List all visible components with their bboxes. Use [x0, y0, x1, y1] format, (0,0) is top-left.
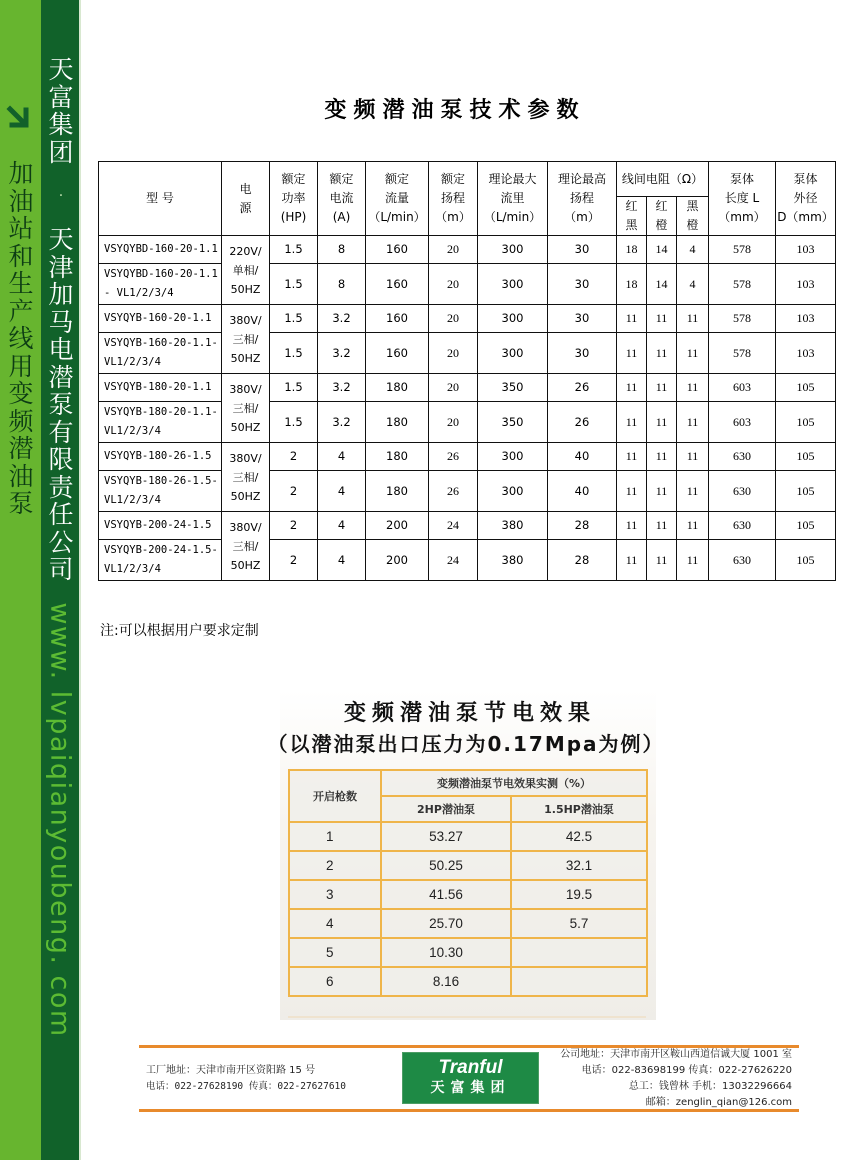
- cell-model: [99, 540, 222, 581]
- power-source-line: 50HZ: [230, 351, 261, 365]
- cell-res-red-black: 18: [617, 236, 647, 264]
- power-source-line: 单相/: [232, 263, 259, 277]
- company-email[interactable]: 邮箱：zenglin_qian@126.com: [645, 1097, 792, 1108]
- cell-power-source: [222, 305, 270, 374]
- header-red-black: [617, 197, 647, 236]
- cell-rated-power: 2: [270, 443, 318, 471]
- spec-title: 变频潜油泵技术参数: [324, 98, 586, 123]
- company-address: 公司地址：天津市南开区鞍山西道信诚大厦 1001 室: [560, 1049, 792, 1060]
- cell-rated-head: 20: [429, 305, 478, 333]
- cell-max-flow: 300: [478, 264, 548, 305]
- cell-model: [99, 236, 222, 264]
- power-source-line: 三相/: [232, 470, 259, 484]
- cell-res-black-orange: 4: [677, 236, 709, 264]
- spec-table: [98, 161, 836, 581]
- header-line: 额定: [384, 172, 409, 186]
- cell-res-black-orange: 11: [677, 402, 709, 443]
- header-line: 泵体: [729, 172, 754, 186]
- cell-power-source: [222, 443, 270, 512]
- power-source-line: 50HZ: [230, 489, 261, 503]
- cell-1-5hp: 5.7: [511, 909, 647, 938]
- cell-res-red-orange: 11: [647, 512, 677, 540]
- header-power-source: [222, 162, 270, 236]
- cell-rated-power: 1.5: [270, 264, 318, 305]
- cell-res-red-black: 11: [617, 305, 647, 333]
- header-model: 型 号: [99, 162, 222, 236]
- cell-length: 603: [709, 402, 776, 443]
- cell-diameter: 105: [776, 471, 836, 512]
- cell-rated-current: 3.2: [318, 374, 366, 402]
- cell-length: 630: [709, 471, 776, 512]
- header-line: 扬程: [440, 191, 465, 205]
- cell-res-red-black: 11: [617, 471, 647, 512]
- cell-model: [99, 512, 222, 540]
- cell-guns: 2: [289, 851, 381, 880]
- company-group-char: 富: [48, 82, 74, 112]
- chief-engineer: 总工：钱曾林 手机：13032296664: [628, 1081, 792, 1092]
- cell-max-head: 30: [548, 305, 617, 333]
- cell-max-head: 28: [548, 540, 617, 581]
- header-rated-power: [270, 162, 318, 236]
- cell-rated-power: 1.5: [270, 333, 318, 374]
- cell-1-5hp: [511, 967, 647, 996]
- cell-rated-head: 24: [429, 540, 478, 581]
- cell-length: 630: [709, 443, 776, 471]
- cell-rated-current: 4: [318, 512, 366, 540]
- cell-res-red-orange: 14: [647, 264, 677, 305]
- cell-max-flow: 350: [478, 374, 548, 402]
- cell-rated-head: 20: [429, 236, 478, 264]
- header-line: 长度 L: [724, 191, 760, 205]
- cell-rated-power: 2: [270, 540, 318, 581]
- company-name-char: 任: [48, 500, 74, 529]
- header-black-orange: [677, 197, 709, 236]
- cell-2hp: 10.30: [381, 938, 511, 967]
- cell-rated-head: 26: [429, 471, 478, 512]
- model-line: VSYQYB-160-20-1.1: [104, 312, 212, 324]
- header-line: 额定: [329, 172, 354, 186]
- cell-rated-current: 4: [318, 443, 366, 471]
- footer-company-info: [520, 1047, 792, 1111]
- savings-row: [289, 938, 647, 967]
- cell-res-red-orange: 11: [647, 402, 677, 443]
- cell-res-black-orange: 11: [677, 305, 709, 333]
- cell-rated-current: 3.2: [318, 333, 366, 374]
- model-line: VSYQYB-160-20-1.1-: [104, 337, 218, 349]
- cell-res-black-orange: 4: [677, 264, 709, 305]
- header-line: 泵体: [793, 172, 818, 186]
- header-line: 扬程: [569, 191, 594, 205]
- cell-power-source: [222, 512, 270, 581]
- logo-chinese: 天富集团: [430, 1080, 511, 1096]
- sidebar-company-name: [47, 56, 75, 584]
- company-name-char: 天: [48, 225, 74, 254]
- cell-diameter: 105: [776, 540, 836, 581]
- cell-model: [99, 333, 222, 374]
- cell-max-head: 26: [548, 402, 617, 443]
- cell-res-red-black: 18: [617, 264, 647, 305]
- cell-res-black-orange: 11: [677, 374, 709, 402]
- footer-factory-info: [146, 1063, 346, 1095]
- cell-rated-flow: 160: [366, 333, 429, 374]
- cell-power-source: [222, 374, 270, 443]
- savings-table: [288, 769, 648, 997]
- company-group-char: 天: [48, 55, 74, 84]
- slogan-char: 变: [8, 379, 34, 408]
- slogan-char: 线: [8, 324, 34, 353]
- cell-model: [99, 402, 222, 443]
- power-source-line: 三相/: [232, 332, 259, 346]
- cell-diameter: 105: [776, 374, 836, 402]
- header-line: 功率: [281, 191, 306, 205]
- model-line: - VL1/2/3/4: [104, 287, 174, 299]
- header-max-head: [548, 162, 617, 236]
- spec-row: [99, 443, 836, 471]
- cell-rated-head: 20: [429, 264, 478, 305]
- company-logo: [402, 1052, 539, 1104]
- spec-note: 注:可以根据用户要求定制: [100, 623, 259, 639]
- slogan-char: 潜: [8, 434, 34, 463]
- cell-rated-head: 20: [429, 374, 478, 402]
- cell-rated-head: 20: [429, 402, 478, 443]
- company-name-char: 电: [48, 335, 74, 364]
- cell-res-red-black: 11: [617, 443, 647, 471]
- cell-model: [99, 471, 222, 512]
- slogan-char: 生: [8, 269, 34, 298]
- cell-rated-current: 3.2: [318, 402, 366, 443]
- spec-row: [99, 305, 836, 333]
- company-name-char: 加: [48, 280, 74, 309]
- cell-diameter: 105: [776, 512, 836, 540]
- website-text: www. lvpaiqianyoubeng. com: [44, 602, 76, 1038]
- cell-rated-head: 20: [429, 333, 478, 374]
- power-source-line: 380V/: [229, 382, 262, 396]
- slogan-char: 用: [8, 351, 34, 381]
- model-line: VSYQYB-180-20-1.1: [104, 381, 212, 393]
- header-line: 黑: [686, 199, 699, 213]
- cell-guns: 3: [289, 880, 381, 909]
- sidebar-website: [42, 602, 78, 1038]
- cell-rated-head: 26: [429, 443, 478, 471]
- cell-guns: 4: [289, 909, 381, 938]
- spec-row: [99, 264, 836, 305]
- header-line: （mm）: [718, 210, 766, 224]
- cell-2hp: 41.56: [381, 880, 511, 909]
- cell-guns: 1: [289, 822, 381, 851]
- cell-power-source: [222, 236, 270, 305]
- cell-max-head: 30: [548, 333, 617, 374]
- slogan-char: 泵: [8, 489, 34, 518]
- cell-max-head: 30: [548, 236, 617, 264]
- cell-rated-current: 4: [318, 540, 366, 581]
- power-source-line: 380V/: [229, 520, 262, 534]
- separator-dot: ·: [58, 188, 64, 204]
- header-savings-group: 变频潜油泵节电效果实测（%）: [381, 770, 647, 796]
- power-source-line: 50HZ: [230, 420, 261, 434]
- power-source-line: 50HZ: [230, 282, 261, 296]
- header-rated-current: [318, 162, 366, 236]
- spec-row: [99, 471, 836, 512]
- header-line: 流量: [384, 191, 409, 205]
- cell-diameter: 103: [776, 236, 836, 264]
- cell-res-red-orange: 11: [647, 305, 677, 333]
- sidebar-edge: [79, 0, 81, 1160]
- cell-diameter: 103: [776, 333, 836, 374]
- cell-res-black-orange: 11: [677, 471, 709, 512]
- header-line: (HP): [280, 210, 307, 224]
- savings-row: [289, 909, 647, 938]
- slogan-char: 加: [8, 159, 34, 188]
- cell-1-5hp: [511, 938, 647, 967]
- cell-length: 578: [709, 264, 776, 305]
- cell-res-black-orange: 11: [677, 443, 709, 471]
- cell-model: [99, 374, 222, 402]
- cell-rated-current: 8: [318, 236, 366, 264]
- cell-max-flow: 380: [478, 512, 548, 540]
- cell-max-flow: 300: [478, 305, 548, 333]
- cell-max-flow: 300: [478, 236, 548, 264]
- slogan-char: 站: [8, 214, 34, 243]
- cell-max-head: 40: [548, 471, 617, 512]
- cell-res-red-orange: 11: [647, 333, 677, 374]
- model-line: VSYQYB-180-26-1.5: [104, 450, 212, 462]
- header-line: 额定: [281, 172, 306, 186]
- power-source-line: 380V/: [229, 313, 262, 327]
- spec-row: [99, 402, 836, 443]
- cell-rated-power: 2: [270, 471, 318, 512]
- factory-phone: 电话：022-27628190 传真：022-27627610: [146, 1081, 346, 1092]
- savings-bottom-rule: [288, 1016, 646, 1018]
- cell-rated-flow: 160: [366, 264, 429, 305]
- spec-row: [99, 540, 836, 581]
- cell-max-flow: 350: [478, 402, 548, 443]
- cell-rated-power: 1.5: [270, 236, 318, 264]
- cell-res-red-orange: 11: [647, 471, 677, 512]
- power-source-line: 三相/: [232, 539, 259, 553]
- factory-address: 工厂地址：天津市南开区资阳路 15 号: [146, 1065, 316, 1076]
- cell-res-red-black: 11: [617, 512, 647, 540]
- header-line: D（mm）: [777, 210, 834, 224]
- header-line: 外径: [793, 191, 818, 205]
- company-group-char: 集: [48, 110, 74, 139]
- model-line: VL1/2/3/4: [104, 425, 161, 437]
- company-name-char: 津: [48, 252, 74, 282]
- model-line: VSYQYB-200-24-1.5: [104, 519, 212, 531]
- header-line: 流里: [500, 191, 525, 205]
- header-diameter: [776, 162, 836, 236]
- cell-2hp: 8.16: [381, 967, 511, 996]
- cell-diameter: 105: [776, 443, 836, 471]
- header-rated-head: [429, 162, 478, 236]
- cell-max-flow: 300: [478, 333, 548, 374]
- cell-1-5hp: 32.1: [511, 851, 647, 880]
- model-line: VL1/2/3/4: [104, 563, 161, 575]
- cell-max-head: 40: [548, 443, 617, 471]
- savings-row: [289, 822, 647, 851]
- model-line: VSYQYBD-160-20-1.1: [104, 243, 218, 255]
- cell-rated-flow: 160: [366, 305, 429, 333]
- cell-res-red-black: 11: [617, 333, 647, 374]
- header-length: [709, 162, 776, 236]
- header-guns: 开启枪数: [289, 770, 381, 822]
- header-line: 源: [239, 200, 252, 215]
- slogan-char: 油: [8, 461, 34, 491]
- cell-rated-current: 8: [318, 264, 366, 305]
- cell-rated-power: 1.5: [270, 402, 318, 443]
- cell-rated-current: 3.2: [318, 305, 366, 333]
- cell-max-head: 30: [548, 264, 617, 305]
- savings-title: 变频潜油泵节电效果: [343, 701, 596, 726]
- savings-row: [289, 967, 647, 996]
- savings-row: [289, 851, 647, 880]
- model-line: VSYQYB-180-20-1.1-: [104, 406, 218, 418]
- header-line: 理论最大: [488, 172, 537, 186]
- cell-rated-flow: 180: [366, 374, 429, 402]
- cell-rated-flow: 180: [366, 402, 429, 443]
- slogan-char: 产: [8, 296, 34, 326]
- cell-res-black-orange: 11: [677, 333, 709, 374]
- company-name-char: 马: [48, 307, 74, 337]
- company-name-char: 公: [48, 527, 74, 557]
- cell-res-red-black: 11: [617, 402, 647, 443]
- header-line: 额定: [440, 172, 465, 186]
- company-name-char: 限: [48, 445, 74, 474]
- cell-res-red-black: 11: [617, 540, 647, 581]
- cell-max-head: 28: [548, 512, 617, 540]
- cell-length: 578: [709, 236, 776, 264]
- cell-rated-head: 24: [429, 512, 478, 540]
- cell-res-black-orange: 11: [677, 512, 709, 540]
- cell-model: [99, 443, 222, 471]
- cell-rated-power: 1.5: [270, 305, 318, 333]
- power-source-line: 三相/: [232, 401, 259, 415]
- company-name-char: 有: [48, 417, 74, 447]
- header-line: 红: [655, 199, 668, 213]
- cell-rated-flow: 180: [366, 443, 429, 471]
- company-name-char: 司: [48, 555, 74, 584]
- header-line: （L/min）: [368, 210, 426, 224]
- header-line: 红: [625, 199, 638, 213]
- header-line: （m）: [564, 210, 600, 224]
- cell-res-red-orange: 11: [647, 443, 677, 471]
- cell-model: [99, 305, 222, 333]
- header-line: （m）: [435, 210, 471, 224]
- model-line: VSYQYBD-160-20-1.1: [104, 268, 218, 280]
- cell-2hp: 50.25: [381, 851, 511, 880]
- savings-subtitle: （以潜油泵出口压力为0.17Mpa为例）: [267, 732, 665, 756]
- company-name-char: 责: [48, 472, 74, 502]
- cell-max-flow: 300: [478, 471, 548, 512]
- cell-1-5hp: 42.5: [511, 822, 647, 851]
- model-line: VSYQYB-200-24-1.5-: [104, 544, 218, 556]
- cell-rated-current: 4: [318, 471, 366, 512]
- header-line: 橙: [655, 218, 668, 232]
- company-group-char: 团: [48, 137, 74, 167]
- cell-length: 578: [709, 333, 776, 374]
- cell-length: 630: [709, 540, 776, 581]
- spec-row: [99, 374, 836, 402]
- header-2hp: 2HP潜油泵: [381, 796, 511, 822]
- header-resistance: 线间电阻（Ω）: [617, 162, 709, 197]
- cell-rated-flow: 180: [366, 471, 429, 512]
- header-line: 电: [239, 181, 252, 196]
- cell-rated-flow: 160: [366, 236, 429, 264]
- model-line: VL1/2/3/4: [104, 356, 161, 368]
- cell-res-red-black: 11: [617, 374, 647, 402]
- header-1-5hp: 1.5HP潜油泵: [511, 796, 647, 822]
- cell-1-5hp: 19.5: [511, 880, 647, 909]
- header-red-orange: [647, 197, 677, 236]
- cell-res-red-orange: 11: [647, 540, 677, 581]
- company-name-char: 泵: [48, 390, 74, 419]
- power-source-line: 380V/: [229, 451, 262, 465]
- cell-res-black-orange: 11: [677, 540, 709, 581]
- cell-max-flow: 300: [478, 443, 548, 471]
- cell-length: 630: [709, 512, 776, 540]
- cell-2hp: 25.70: [381, 909, 511, 938]
- slogan-char: 和: [8, 241, 34, 271]
- cell-res-red-orange: 14: [647, 236, 677, 264]
- header-line: 电流: [329, 191, 354, 205]
- company-phone: 电话：022-83698199 传真：022-27626220: [581, 1065, 792, 1076]
- header-line: 橙: [686, 218, 699, 232]
- header-line: (A): [332, 210, 351, 224]
- savings-row: [289, 880, 647, 909]
- spec-row: [99, 512, 836, 540]
- cell-rated-flow: 200: [366, 540, 429, 581]
- cell-length: 578: [709, 305, 776, 333]
- cell-2hp: 53.27: [381, 822, 511, 851]
- cell-rated-power: 2: [270, 512, 318, 540]
- slogan-char: 频: [8, 406, 34, 436]
- model-line: VSYQYB-180-26-1.5-: [104, 475, 218, 487]
- header-line: 理论最高: [557, 172, 606, 186]
- cell-length: 603: [709, 374, 776, 402]
- cell-diameter: 103: [776, 305, 836, 333]
- power-source-line: 220V/: [229, 244, 262, 258]
- arrow-down-right-icon: [6, 104, 34, 132]
- cell-rated-power: 1.5: [270, 374, 318, 402]
- cell-rated-flow: 200: [366, 512, 429, 540]
- model-line: VL1/2/3/4: [104, 494, 161, 506]
- cell-res-red-orange: 11: [647, 374, 677, 402]
- spec-row: [99, 236, 836, 264]
- logo-english: Tranful: [438, 1057, 503, 1078]
- cell-guns: 6: [289, 967, 381, 996]
- cell-diameter: 105: [776, 402, 836, 443]
- cell-diameter: 103: [776, 264, 836, 305]
- cell-model: [99, 264, 222, 305]
- header-max-flow: [478, 162, 548, 236]
- sidebar-slogan: [6, 160, 36, 518]
- company-name-char: 潜: [48, 362, 74, 392]
- cell-max-flow: 380: [478, 540, 548, 581]
- header-line: （L/min）: [483, 210, 542, 224]
- spec-row: [99, 333, 836, 374]
- slogan-char: 油: [8, 186, 34, 216]
- header-rated-flow: [366, 162, 429, 236]
- cell-max-head: 26: [548, 374, 617, 402]
- power-source-line: 50HZ: [230, 558, 261, 572]
- cell-guns: 5: [289, 938, 381, 967]
- header-line: 黑: [625, 218, 638, 232]
